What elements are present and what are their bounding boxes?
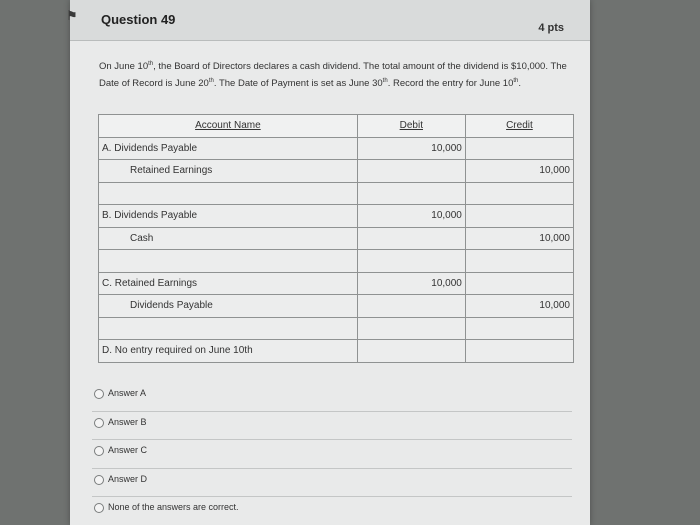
debit-cell <box>357 160 465 183</box>
credit-cell <box>465 317 573 340</box>
option-answer-a[interactable] <box>92 383 572 412</box>
option-label[interactable]: None of the answers are correct. <box>108 502 239 512</box>
question-points: 4 pts <box>538 22 564 34</box>
option-answer-c[interactable] <box>92 440 572 469</box>
table-row <box>99 205 574 228</box>
option-label[interactable]: Answer D <box>108 473 148 484</box>
question-header <box>66 0 590 41</box>
credit-cell: 10,000 <box>465 295 573 318</box>
credit-cell: 10,000 <box>465 160 573 183</box>
debit-cell <box>357 250 465 273</box>
table-row <box>99 295 574 318</box>
question-card <box>66 0 590 525</box>
account-cell: B. Dividends Payable <box>99 205 358 228</box>
account-cell: Dividends Payable <box>99 295 358 318</box>
debit-cell <box>357 295 465 318</box>
table-row <box>99 137 574 160</box>
radio-button[interactable] <box>94 418 104 428</box>
radio-button[interactable] <box>94 446 104 456</box>
credit-cell <box>465 137 573 160</box>
account-cell: Retained Earnings <box>99 160 358 183</box>
account-cell: Cash <box>99 227 358 250</box>
credit-cell <box>465 340 573 363</box>
account-cell <box>99 182 358 205</box>
option-label[interactable]: Answer A <box>108 388 147 398</box>
table-row <box>99 340 574 363</box>
option-answer-d[interactable] <box>92 469 572 498</box>
table-row <box>99 182 574 205</box>
credit-cell <box>465 205 573 228</box>
header-credit: Credit <box>465 115 573 138</box>
table-row <box>99 272 574 295</box>
account-cell <box>99 250 358 273</box>
table-row <box>99 227 574 250</box>
radio-button[interactable] <box>94 475 104 485</box>
header-debit: Debit <box>357 115 465 138</box>
debit-cell <box>357 340 465 363</box>
debit-cell: 10,000 <box>357 137 465 160</box>
journal-table <box>98 114 574 363</box>
option-none-correct[interactable] <box>92 497 572 525</box>
debit-cell <box>357 182 465 205</box>
question-text: On June 10th, the Board of Directors declares a cash dividend. The total amount of the dividend is $10,000. The Date of Record is June 20th. The Date of Payment is set as June 30th. Record the entry for June 10th. <box>99 61 567 90</box>
account-cell: D. No entry required on June 10th <box>99 340 358 363</box>
debit-cell <box>357 227 465 250</box>
question-title: Question 49 <box>101 12 176 27</box>
option-label[interactable]: Answer C <box>108 445 148 455</box>
credit-cell <box>465 182 573 205</box>
table-row <box>99 250 574 273</box>
radio-button[interactable] <box>94 503 104 513</box>
account-cell: C. Retained Earnings <box>99 272 358 295</box>
option-answer-b[interactable] <box>92 412 572 441</box>
radio-button[interactable] <box>94 389 104 399</box>
credit-cell <box>465 272 573 295</box>
account-cell: A. Dividends Payable <box>99 137 358 160</box>
flag-icon[interactable]: ⚑ <box>66 8 78 23</box>
debit-cell <box>357 317 465 340</box>
option-label[interactable]: Answer B <box>108 416 147 427</box>
debit-cell: 10,000 <box>357 205 465 228</box>
account-cell <box>99 317 358 340</box>
table-row <box>99 317 574 340</box>
credit-cell: 10,000 <box>465 227 573 250</box>
debit-cell: 10,000 <box>357 272 465 295</box>
table-row <box>99 160 574 183</box>
table-header-row <box>99 115 574 138</box>
credit-cell <box>465 250 573 273</box>
answer-options <box>92 383 572 525</box>
header-account-name: Account Name <box>99 115 358 138</box>
